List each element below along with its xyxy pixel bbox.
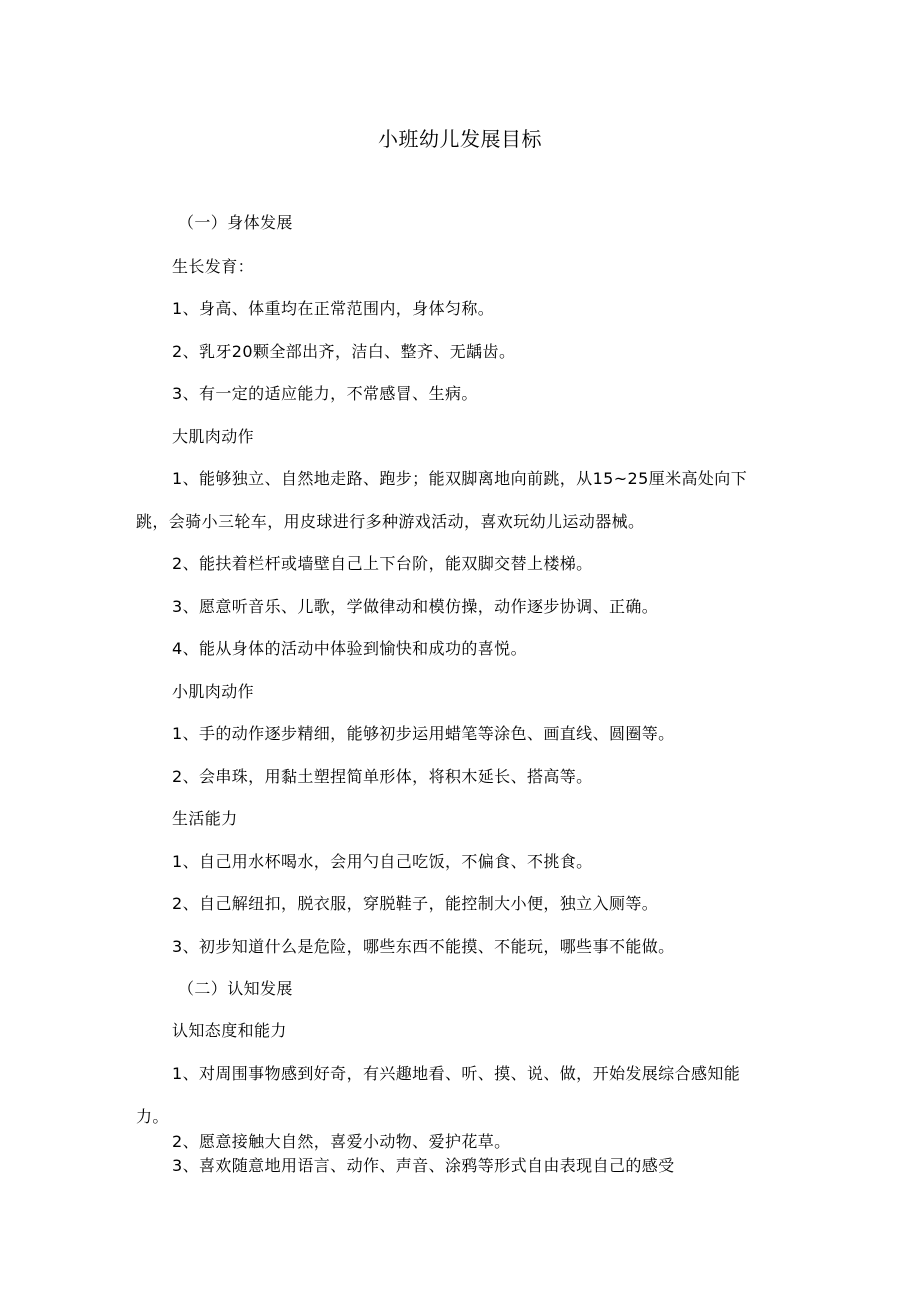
list-item-continuation: 跳，会骑小三轮车，用皮球进行多种游戏活动，喜欢玩幼儿运动器械。 — [136, 512, 645, 531]
section-heading-physical: （一）身体发展 — [178, 213, 293, 232]
list-item-continuation: 力。 — [136, 1107, 169, 1126]
subheading-growth: 生长发育： — [172, 257, 255, 276]
list-item: 1、手的动作逐步精细，能够初步运用蜡笔等涂色、画直线、圆圈等。 — [172, 724, 675, 743]
list-item: 3、喜欢随意地用语言、动作、声音、涂鸦等形式自由表现自己的感受 — [172, 1156, 675, 1175]
list-item: 2、会串珠，用黏土塑捏简单形体，将积木延长、搭高等。 — [172, 767, 593, 786]
subheading-life-skills: 生活能力 — [172, 809, 238, 828]
list-item: 1、自己用水杯喝水，会用勺自己吃饭，不偏食、不挑食。 — [172, 852, 593, 871]
page-title: 小班幼儿发展目标 — [378, 127, 542, 151]
list-item: 2、自己解纽扣，脱衣服，穿脱鞋子，能控制大小便，独立入厕等。 — [172, 894, 659, 913]
list-item: 4、能从身体的活动中体验到愉快和成功的喜悦。 — [172, 639, 527, 658]
list-item: 3、有一定的适应能力，不常感冒、生病。 — [172, 384, 478, 403]
subheading-cognitive: 认知态度和能力 — [172, 1021, 287, 1040]
list-item: 1、对周围事物感到好奇，有兴趣地看、听、摸、说、做，开始发展综合感知能 — [172, 1064, 741, 1083]
list-item: 2、能扶着栏杆或墙壁自己上下台阶，能双脚交替上楼梯。 — [172, 554, 593, 573]
list-item: 3、愿意听音乐、儿歌，学做律动和模仿操，动作逐步协调、正确。 — [172, 597, 659, 616]
list-item: 2、乳牙20颗全部出齐，洁白、整齐、无龋齿。 — [172, 342, 516, 361]
list-item: 1、能够独立、自然地走路、跑步；能双脚离地向前跳，从15~25厘米高处向下 — [172, 469, 748, 488]
subheading-fine-motor: 小肌肉动作 — [172, 682, 255, 701]
list-item: 2、愿意接触大自然，喜爱小动物、爱护花草。 — [172, 1132, 511, 1151]
list-item: 3、初步知道什么是危险，哪些东西不能摸、不能玩，哪些事不能做。 — [172, 937, 675, 956]
subheading-gross-motor: 大肌肉动作 — [172, 427, 255, 446]
section-heading-cognitive: （二）认知发展 — [178, 979, 293, 998]
list-item: 1、身高、体重均在正常范围内，身体匀称。 — [172, 299, 495, 318]
